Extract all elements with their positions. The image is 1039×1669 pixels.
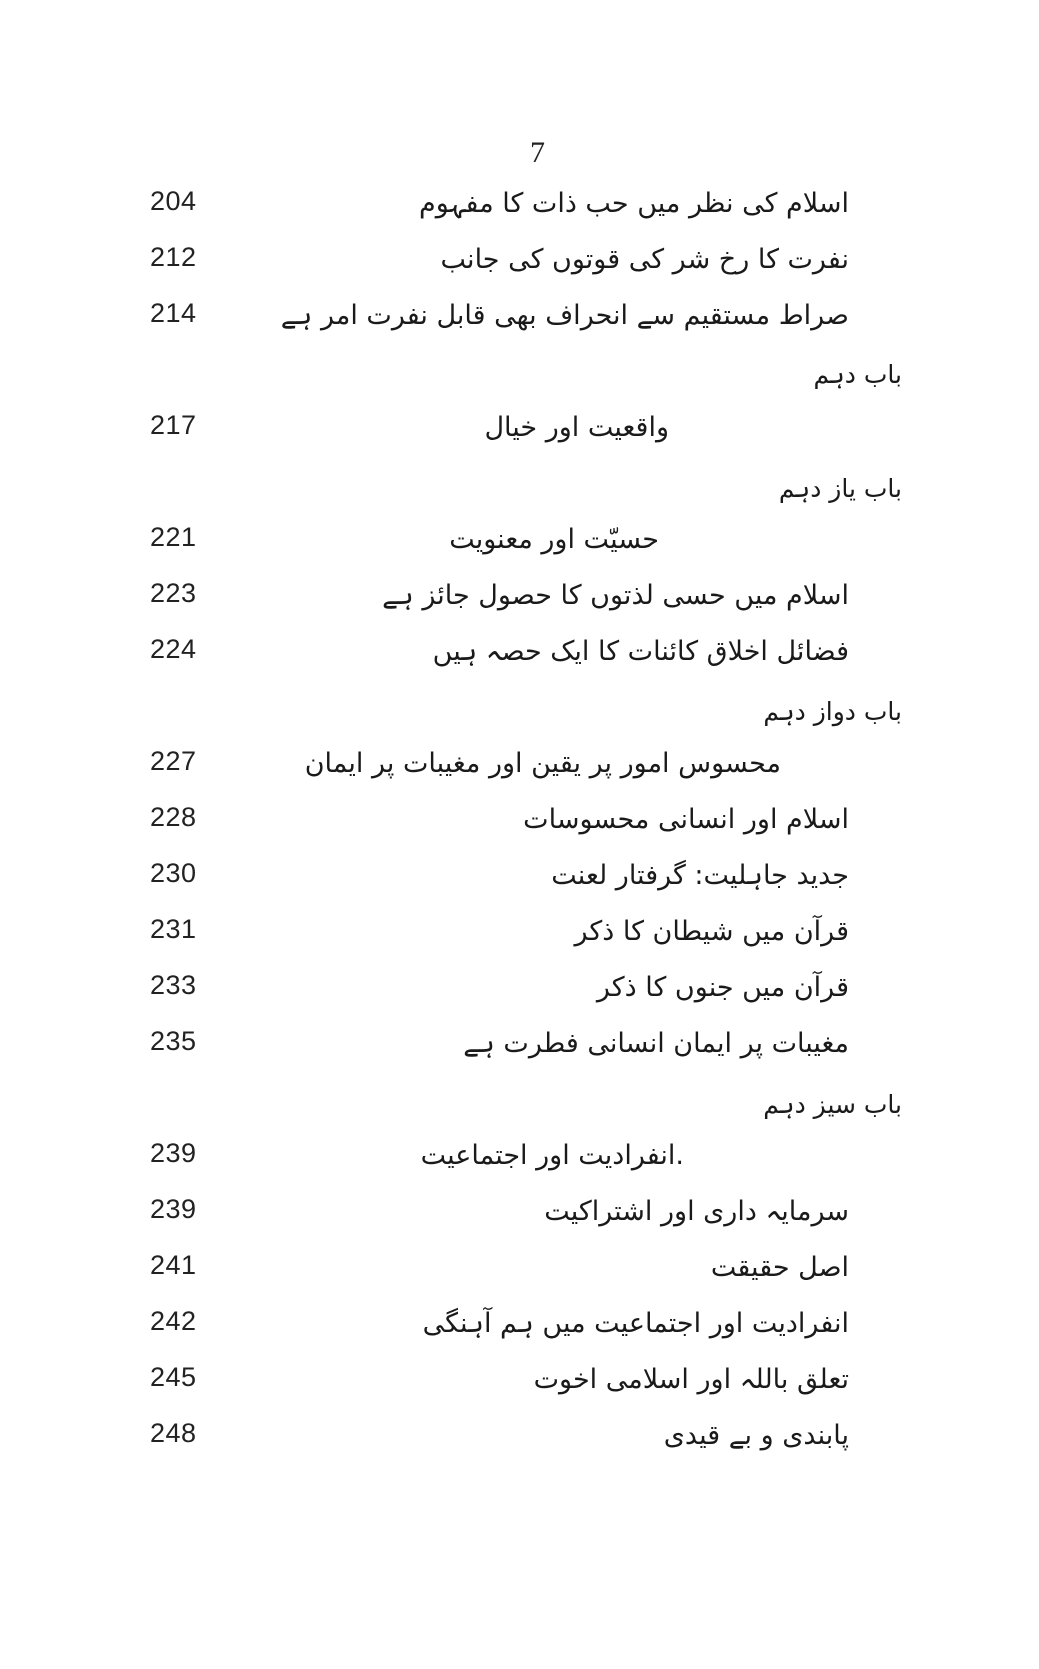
toc-entry	[0, 186, 1039, 236]
toc-entry-title: صراط مستقیم سے انحراف بھی قابل نفرت امر ہے	[280, 300, 849, 331]
toc-page-number: 235	[150, 1026, 197, 1056]
toc-entry	[0, 1194, 1039, 1244]
toc-entry-title: جدید جاہلیت: گرفتار لعنت	[551, 860, 849, 891]
toc-entry-title: فضائل اخلاق کائنات کا ایک حصہ ہیں	[432, 636, 849, 667]
toc-entry-title: اصل حقیقت	[710, 1252, 849, 1283]
toc-entry-title: واقعیت اور خیال	[484, 412, 669, 443]
toc-page-number: 241	[150, 1250, 197, 1280]
chapter-heading: باب دواز دہم	[763, 697, 902, 726]
toc-entry	[0, 522, 1039, 572]
toc-entry-title: اسلام میں حسی لذتوں کا حصول جائز ہے	[382, 580, 849, 611]
chapter-heading: باب یاز دہم	[778, 474, 902, 503]
toc-entry	[0, 634, 1039, 684]
toc-entry	[0, 1250, 1039, 1300]
toc-entry	[0, 242, 1039, 292]
toc-entry-title: مغیبات پر ایمان انسانی فطرت ہے	[463, 1028, 849, 1059]
toc-entry-title: .انفرادیت اور اجتماعیت	[420, 1140, 684, 1171]
toc-page-number: 239	[150, 1194, 197, 1224]
toc-page-number: 231	[150, 914, 197, 944]
toc-entry	[0, 298, 1039, 348]
toc-page-number: 239	[150, 1138, 197, 1168]
toc-entry-title: نفرت کا رخ شر کی قوتوں کی جانب	[440, 244, 849, 275]
toc-page-number: 214	[150, 298, 197, 328]
toc-entry	[0, 578, 1039, 628]
toc-entry-title: سرمایہ داری اور اشتراکیت	[544, 1196, 849, 1227]
toc-entry	[0, 802, 1039, 852]
chapter-heading: باب سیز دہم	[763, 1090, 902, 1119]
toc-entry	[0, 1138, 1039, 1188]
toc-entry-title: انفرادیت اور اجتماعیت میں ہم آہنگی	[422, 1308, 849, 1339]
toc-page-number: 248	[150, 1418, 197, 1448]
toc-entry-title: تعلق باللہ اور اسلامی اخوت	[533, 1364, 849, 1395]
toc-entry	[0, 1418, 1039, 1468]
toc-entry-title: محسوس امور پر یقین اور مغیبات پر ایمان	[304, 748, 781, 779]
toc-page-number: 204	[150, 186, 197, 216]
toc-entry	[0, 970, 1039, 1020]
toc-entry	[0, 1362, 1039, 1412]
toc-page-number: 245	[150, 1362, 197, 1392]
page-number: 7	[530, 136, 545, 169]
toc-entry	[0, 858, 1039, 908]
toc-page-number: 217	[150, 410, 197, 440]
toc-entry-title: قرآن میں شیطان کا ذکر	[574, 916, 849, 947]
toc-page-number: 227	[150, 746, 197, 776]
toc-entry	[0, 914, 1039, 964]
toc-page-number: 230	[150, 858, 197, 888]
toc-entry	[0, 746, 1039, 796]
toc-entry-title: پابندی و بے قیدی	[663, 1420, 849, 1451]
toc-entry	[0, 1026, 1039, 1076]
toc-page-number: 228	[150, 802, 197, 832]
toc-page-number: 242	[150, 1306, 197, 1336]
toc-page-number: 224	[150, 634, 197, 664]
toc-page-number: 221	[150, 522, 197, 552]
toc-page-number: 212	[150, 242, 197, 272]
toc-entry	[0, 1306, 1039, 1356]
toc-entry-title: اسلام کی نظر میں حب ذات کا مفہوم	[419, 188, 849, 219]
toc-entry-title: اسلام اور انسانی محسوسات	[523, 804, 849, 835]
toc-page-number: 233	[150, 970, 197, 1000]
toc-page-number: 223	[150, 578, 197, 608]
toc-entry-title: حسیّت اور معنویت	[449, 524, 659, 555]
toc-entry	[0, 410, 1039, 460]
chapter-heading: باب دہم	[813, 360, 902, 389]
toc-entry-title: قرآن میں جنوں کا ذکر	[596, 972, 849, 1003]
